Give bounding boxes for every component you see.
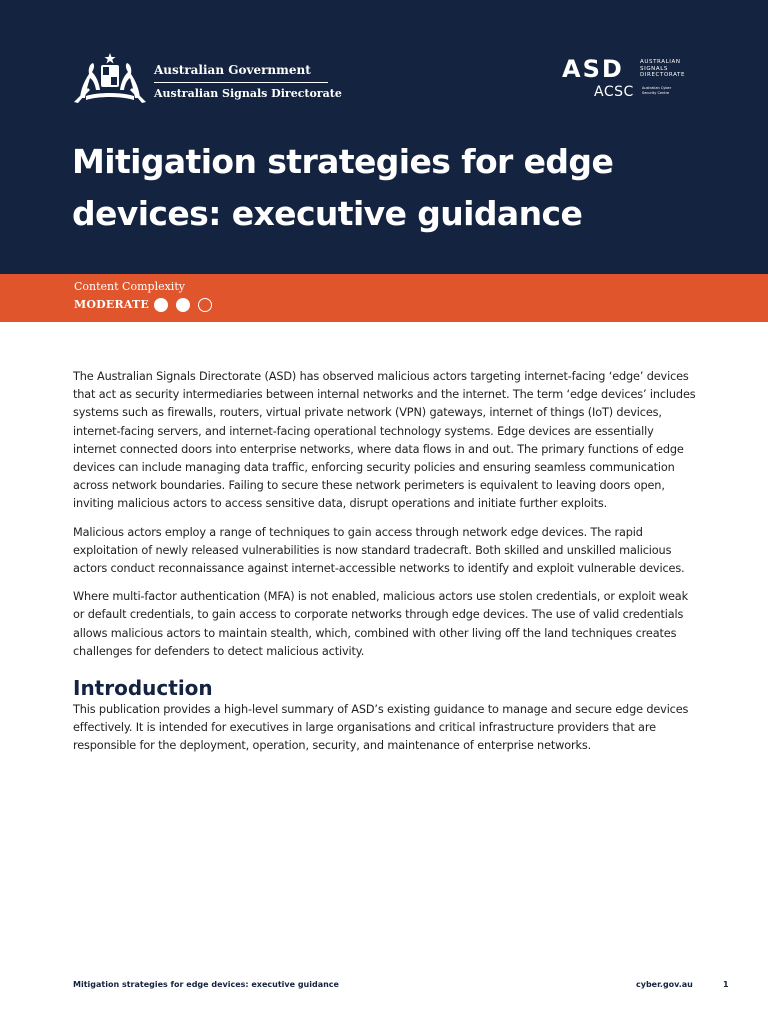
main-content	[73, 368, 699, 766]
government-name: Australian Government	[154, 63, 311, 77]
complexity-dot-1	[154, 298, 168, 312]
complexity-label: Content Complexity	[74, 280, 185, 293]
footer-document-title: Mitigation strategies for edge devices: executive guidance	[73, 980, 339, 989]
introduction-paragraph: This publication provides a high-level summary of ASD’s existing guidance to manage and secure edge devices effectively. It is intended for executives in large organisations and critical infrastructure providers that are responsible for the deployment, operation, security, and maintenance of enterprise networks.	[73, 703, 689, 753]
asd-wordmark: ASD	[562, 55, 624, 83]
complexity-level: MODERATE	[74, 298, 149, 311]
body-paragraph-3: Where multi-factor authentication (MFA) is not enabled, malicious actors use stolen credentials, or exploit weak or default credentials, to gain access to corporate networks through edge devices. The use of valid credentials allows malicious actors to maintain stealth, which, combined with other living off the land techniques creates challenges for defenders to detect malicious activity.	[73, 590, 688, 658]
complexity-dot-2	[176, 298, 190, 312]
logo-divider	[154, 82, 328, 83]
header-banner	[0, 0, 768, 274]
body-paragraph-2: Malicious actors employ a range of techniques to gain access through network edge devices. The rapid exploitation of newly released vulnerabilities is now standard tradecraft. Both skilled and unskilled malicious actors conduct reconnaissance against internet-accessible networks to identify and exploit vulnerable devices.	[73, 525, 685, 576]
coat-of-arms-icon	[72, 50, 148, 104]
introduction-heading: Introduction	[73, 676, 213, 701]
asd-acsc-logo	[562, 56, 702, 106]
footer-website-link[interactable]: cyber.gov.au	[636, 980, 693, 989]
complexity-dot-3	[198, 298, 212, 312]
footer-page-number: 1	[723, 980, 729, 989]
asd-subtitle: AUSTRALIAN SIGNALS DIRECTORATE	[640, 59, 686, 78]
acsc-subtitle: Australian Cyber Security Centre	[642, 86, 672, 95]
complexity-rating	[154, 298, 215, 314]
acsc-wordmark: ACSC	[594, 84, 634, 100]
body-paragraph-1: The Australian Signals Directorate (ASD) has observed malicious actors targeting internet-facing ‘edge’ devices that act as security intermediaries between internal networks and the internet. The term ‘edge devices’ includes systems such as firewalls, routers, virtual private network (VPN) gateways, internet of things (IoT) devices, internet-facing servers, and internet-facing operational technology systems. Edge devices are essentially internet connected doors into enterprise networks, where data flows in and out. The primary functions of edge devices can include managing data traffic, enforcing security policies and ensuring seamless communication across network boundaries. Failing to secure these network perimeters is equivalent to leaving doors open, inviting malicious actors to access sensitive data, disrupt operations and initiate further exploits.	[73, 370, 696, 511]
agency-name: Australian Signals Directorate	[154, 87, 342, 100]
australian-government-logo	[72, 50, 342, 104]
document-title: Mitigation strategies for edge devices: executive guidance	[72, 142, 614, 233]
content-complexity-band	[0, 274, 768, 322]
